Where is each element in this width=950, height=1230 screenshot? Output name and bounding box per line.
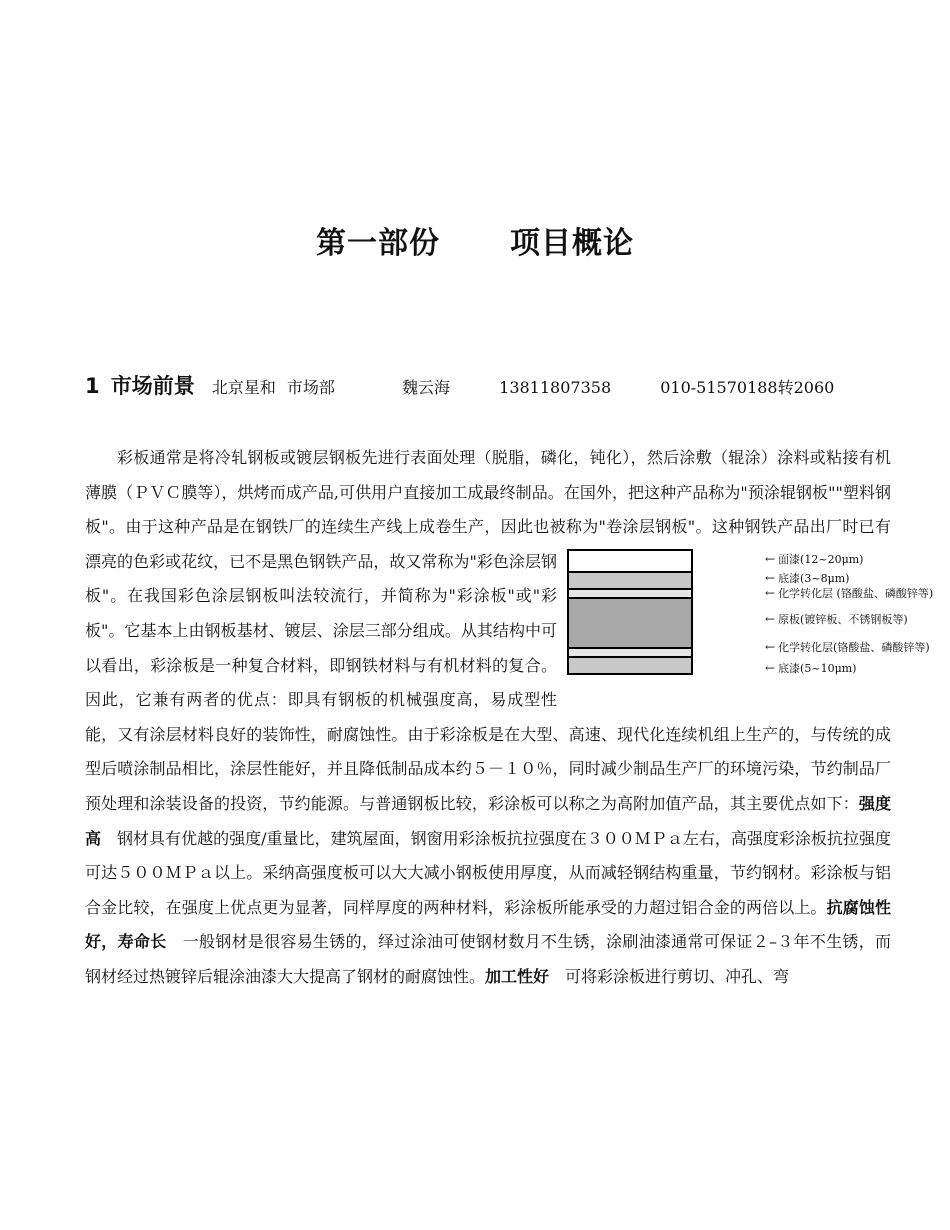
arrow-icon: ← (765, 611, 776, 626)
arrow-icon: ← (765, 660, 776, 675)
figure-label: ← 化学转化层 (铬酸盐、磷酸锌等) (701, 587, 933, 600)
section-number: 1 (85, 374, 100, 398)
figure-label: ← 底漆(3~8μm) (701, 572, 849, 585)
arrow-icon: ← (765, 585, 776, 600)
feature-heading-processing: 加工性好 (485, 966, 550, 986)
contact-person: 魏云海 (402, 378, 451, 397)
figure-label: ← 化学转化层(铬酸盐、磷酸锌等) (701, 641, 930, 654)
feature-heading-corrosion: 抗腐蚀性好，寿命长 (85, 897, 891, 952)
paragraph-intro-b: 故又常称为"彩色涂层钢板"。在我国彩色涂层钢板叫法较流行，并简称为"彩涂板"或"彩板"。它基本上由钢板基材、镀层、涂层三部分组成。从其结构中可以看出，彩涂板是一种复合材料，即钢铁材料与有机材料的复合。因此，它兼有两者的优点：即具有钢板的机械强度高，易成型性能，又有涂层材料良好的装饰性，耐腐蚀性。由于彩涂板是在大型、高速、现代化连续机组上生产的，与传统的成型后喷涂制品相比，涂层性能好，并且降低制品成本约５－１０％，同时减少制品生产厂的环境污染，节约制品厂预处理和涂装设备的投资，节约能源。与普通钢板比较，彩涂板可以称之为高附加值产品，其主要优点如下： (85, 551, 891, 813)
title-part: 第一部份 (316, 226, 440, 261)
section-name: 市场前景 (110, 374, 195, 398)
arrow-icon: ← (765, 570, 776, 585)
figure-label: ← 面漆(12~20μm) (701, 553, 863, 566)
figure-layer-substrate (567, 597, 693, 649)
arrow-icon: ← (765, 639, 776, 654)
contact-phone: 13811807358 (499, 378, 612, 397)
paragraph-intro-a: 彩板通常是将冷轧钢板或镀层钢板先进行表面处理（脱脂，磷化，钝化），然后涂敷（辊涂）涂料或粘接有机薄膜（ＰＶＣ膜等），烘烤而成产品,可供用户直接加工成最终制品。在国外，把这种产品称为"预涂辊钢板""塑料钢板"。由于这种产品是在钢铁厂的连续生产线上成卷生产，因此也被称为"卷涂层钢板"。这种钢铁产品出厂时已有漂亮的色彩或花纹，已不是黑色钢铁产品， (85, 448, 891, 571)
page-title (0, 218, 950, 262)
arrow-icon: ← (765, 551, 776, 566)
feature-heading-strength: 强度高 (85, 793, 891, 848)
company-name: 北京星和 (211, 378, 276, 397)
body-paragraph (85, 441, 934, 995)
department-name: 市场部 (286, 378, 335, 397)
body-text (85, 441, 934, 995)
feature-text-processing: 可将彩涂板进行剪切、冲孔、弯 (549, 966, 790, 986)
figure-label: ← 底漆(5~10μm) (701, 662, 856, 675)
office-phone: 010-51570188转2060 (660, 378, 835, 397)
section-heading (85, 370, 834, 400)
figure-layer-topcoat (567, 549, 693, 573)
figure-layer-back-primer (567, 656, 693, 675)
title-name: 项目概论 (510, 226, 634, 261)
coating-structure-figure (567, 549, 934, 689)
figure-label: ← 原板(镀锌板、不锈钢板等) (701, 613, 908, 626)
feature-text-corrosion: 一般钢材是很容易生锈的，绎过涂油可使钢材数月不生锈，涂刷油漆通常可保证２–３年不生锈，而钢材经过热镀锌后辊涂油漆大大提高了钢材的耐腐蚀性。 (85, 932, 891, 986)
feature-text-strength: 钢材具有优越的强度/重量比，建筑屋面，钢窗用彩涂板抗拉强度在３００ＭＰａ左右，高强度彩涂板抗拉强度可达５００ＭＰａ以上。采纳高强度板可以大大减小钢板使用厚度，从而减轻钢结构重量，节约钢材。彩涂板与铝合金比较，在强度上优点更为显著，同样厚度的两种材料，彩涂板所能承受的力超过铝合金的两倍以上。 (85, 828, 891, 917)
